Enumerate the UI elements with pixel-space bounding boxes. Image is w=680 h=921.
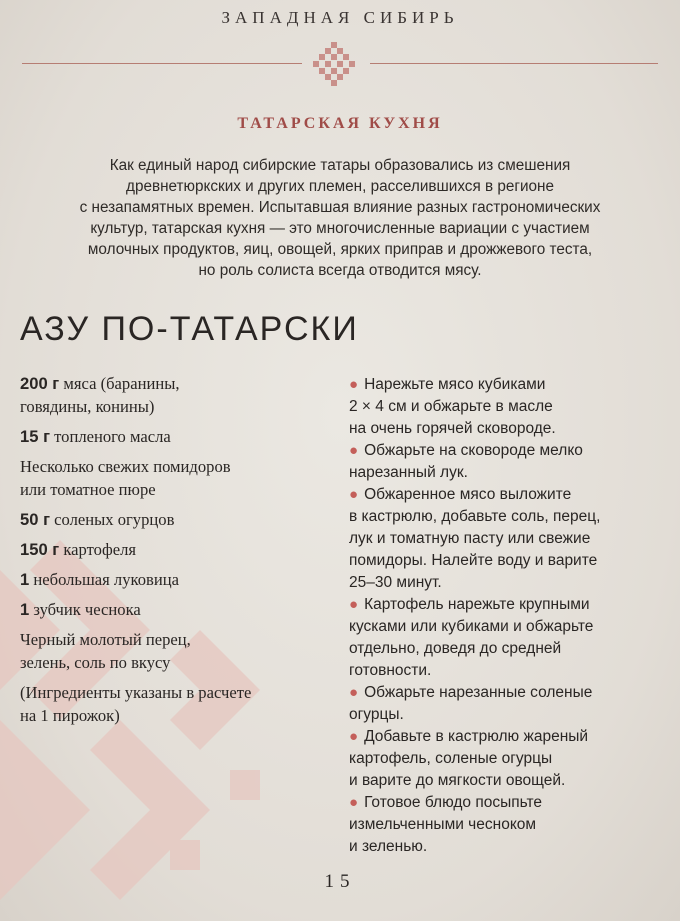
ingredient-amount: 1	[20, 570, 30, 589]
ingredient-text: небольшая луковица	[29, 570, 179, 589]
step-item	[349, 440, 669, 484]
step-text: огурцы.	[349, 706, 404, 723]
ingredient-note	[20, 681, 320, 727]
step-item	[349, 594, 669, 682]
step-text: Готовое блюдо посыпьте	[364, 794, 543, 811]
step-item	[349, 484, 669, 594]
running-header: ЗАПАДНАЯ СИБИРЬ	[221, 8, 459, 27]
intro-line: культур, татарская кухня — это многочисленные вариации с участием	[90, 220, 590, 237]
ingredient-amount: 1	[20, 600, 30, 619]
step-item	[349, 792, 669, 858]
ingredient-item	[20, 598, 320, 621]
intro-paragraph	[30, 155, 650, 281]
ingredient-item	[20, 538, 320, 561]
intro-line: но роль солиста всегда отводится мясу.	[198, 262, 482, 279]
ingredient-text: топленого масла	[49, 427, 171, 446]
ingredient-item	[20, 425, 320, 448]
bullet-icon: ●	[349, 376, 359, 393]
ingredient-text: картофеля	[59, 540, 136, 559]
ingredient-item	[20, 628, 320, 674]
step-text: лук и томатную пасту или свежие	[349, 530, 591, 547]
ingredient-item	[20, 568, 320, 591]
step-text: измельченными чесноком	[349, 816, 537, 833]
ingredient-text: или томатное пюре	[20, 480, 156, 499]
step-text: и зеленью.	[349, 838, 428, 855]
ingredient-amount: 50 г	[20, 510, 50, 529]
intro-line: древнетюркских и других племен, расселившихся в регионе	[126, 178, 554, 195]
header-rule-left	[22, 63, 302, 64]
recipe-title: АЗУ ПО-ТАТАРСКИ	[20, 310, 359, 348]
ingredient-item	[20, 372, 320, 418]
ingredient-text: соленых огурцов	[49, 510, 175, 529]
ingredient-amount: 15 г	[20, 427, 50, 446]
step-text: Добавьте в кастрюлю жареный	[364, 728, 589, 745]
step-text: Обжарьте на сковороде мелко	[364, 442, 583, 459]
step-text: картофель, соленые огурцы	[349, 750, 553, 767]
step-text: Нарежьте мясо кубиками	[364, 376, 546, 393]
ingredient-text: зубчик чеснока	[29, 600, 141, 619]
intro-line: с незапамятных времен. Испытавшая влияние разных гастрономических	[79, 199, 601, 216]
step-text: помидоры. Налейте воду и варите	[349, 552, 598, 569]
ingredient-text: (Ингредиенты указаны в расчете	[20, 683, 252, 702]
step-item	[349, 726, 669, 792]
step-text: 25–30 минут.	[349, 574, 442, 591]
step-text: Обжарьте нарезанные соленые	[364, 684, 593, 701]
ingredient-text: Несколько свежих помидоров	[20, 457, 231, 476]
step-item	[349, 682, 669, 726]
step-text: Картофель нарежьте крупными	[364, 596, 590, 613]
intro-line: Как единый народ сибирские татары образовались из смешения	[109, 157, 571, 174]
section-title: ТАТАРСКАЯ КУХНЯ	[237, 115, 443, 132]
ingredient-text: мяса (баранины,	[59, 374, 180, 393]
step-item	[349, 374, 669, 440]
ingredient-amount: 150 г	[20, 540, 60, 559]
ingredient-text: Черный молотый перец,	[20, 630, 191, 649]
header-ornament-icon	[311, 42, 357, 86]
header-rule-right	[370, 63, 658, 64]
bullet-icon: ●	[349, 596, 359, 613]
step-text: кусками или кубиками и обжарьте	[349, 618, 594, 635]
step-text: в кастрюлю, добавьте соль, перец,	[349, 508, 601, 525]
bullet-icon: ●	[349, 794, 359, 811]
step-text: 2 × 4 см и обжарьте в масле	[349, 398, 553, 415]
bullet-icon: ●	[349, 486, 359, 503]
ingredient-text: говядины, конины)	[20, 397, 155, 416]
intro-line: молочных продуктов, яиц, овощей, ярких приправ и дрожжевого теста,	[87, 241, 593, 258]
ingredient-amount: 200 г	[20, 374, 60, 393]
ingredients-list	[20, 372, 320, 734]
bullet-icon: ●	[349, 728, 359, 745]
step-text: и варите до мягкости овощей.	[349, 772, 566, 789]
page-number: 15	[324, 871, 356, 892]
bullet-icon: ●	[349, 684, 359, 701]
ingredient-text: на 1 пирожок)	[20, 706, 120, 725]
ingredient-item	[20, 455, 320, 501]
ingredient-item	[20, 508, 320, 531]
steps-list	[349, 374, 669, 858]
step-text: отдельно, доведя до средней	[349, 640, 562, 657]
step-text: нарезанный лук.	[349, 464, 468, 481]
step-text: на очень горячей сковороде.	[349, 420, 556, 437]
bullet-icon: ●	[349, 442, 359, 459]
ingredient-text: зелень, соль по вкусу	[20, 653, 171, 672]
step-text: готовности.	[349, 662, 432, 679]
step-text: Обжаренное мясо выложите	[364, 486, 572, 503]
